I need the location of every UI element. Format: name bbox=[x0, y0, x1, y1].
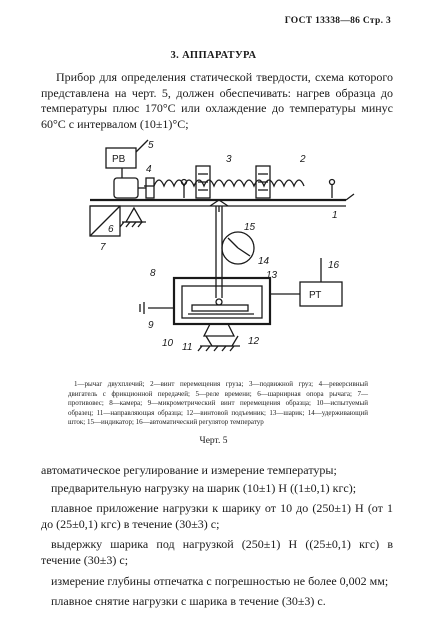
figure-label-7: 7 bbox=[100, 242, 106, 253]
intro-paragraph: Прибор для определения статической твердости, схема которого представлена на черт. 5, должен обеспечивать: нагрев образца до температуры плюс 170°С или охлаждение до температуры минус 60°С с интервалом (10±1)°С; bbox=[41, 70, 393, 131]
figure-label-9: 9 bbox=[148, 320, 154, 331]
requirements-list bbox=[41, 463, 393, 615]
figure-label-5: 5 bbox=[148, 140, 154, 151]
figure-label-1: 1 bbox=[332, 210, 338, 221]
list-item: выдержку шарика под нагрузкой (250±1) Н ((25±0,1) кгс) в течение (30±3) с; bbox=[41, 537, 393, 567]
list-item: измерение глубины отпечатка с погрешностью не более 0,002 мм; bbox=[51, 573, 389, 588]
figure-label-12: 12 bbox=[248, 336, 260, 347]
figure-label-10: 10 bbox=[162, 338, 174, 349]
box-rv-label: РВ bbox=[112, 154, 126, 165]
figure-label-14: 14 bbox=[258, 256, 270, 267]
figure-label-15: 15 bbox=[244, 222, 256, 233]
figure-label-8: 8 bbox=[150, 268, 156, 279]
figure-label-13: 13 bbox=[266, 270, 278, 281]
figure-label-2: 2 bbox=[300, 154, 306, 165]
figure-legend: 1—рычаг двухплечий; 2—винт перемещения груза; 3—подвижной груз; 4—реверсивный двигатель с фрикционной передачей; 5—реле времени; 6—шарнирная опора рычага; 7—противовес; 8—камера; 9—микрометрический винт перемещения образца; 10—испытуемый образец; 11—направляющая образца; 12—винтовой подъемник; 13—шарик; 14—удерживающий шток; 15—индикатор; 16—автоматический регулятор температур bbox=[68, 380, 368, 427]
list-item: плавное приложение нагрузки к шарику от 10 до (250±1) Н (от 1 до (25±0,1) кгс) в течение (30±3) с; bbox=[41, 501, 393, 531]
figure-label-3: 3 bbox=[226, 154, 232, 165]
box-rt-label: РТ bbox=[309, 290, 322, 301]
list-item: автоматическое регулирование и измерение температуры; bbox=[41, 463, 337, 477]
list-item: предварительную нагрузку на шарик (10±1) Н ((1±0,1) кгс); bbox=[51, 480, 357, 495]
page-header: ГОСТ 13338—86 Стр. 3 bbox=[284, 16, 391, 26]
section-title: 3. АППАРАТУРА bbox=[170, 50, 257, 61]
apparatus-diagram bbox=[88, 138, 368, 374]
figure-label-6: 6 bbox=[108, 224, 114, 235]
figure-label-11: 11 bbox=[182, 342, 193, 353]
list-item: плавное снятие нагрузки с шарика в течение (30±3) с. bbox=[51, 594, 326, 609]
figure-label-4: 4 bbox=[146, 164, 152, 175]
figure-caption: Черт. 5 bbox=[199, 436, 228, 446]
figure-label-16: 16 bbox=[328, 260, 340, 271]
